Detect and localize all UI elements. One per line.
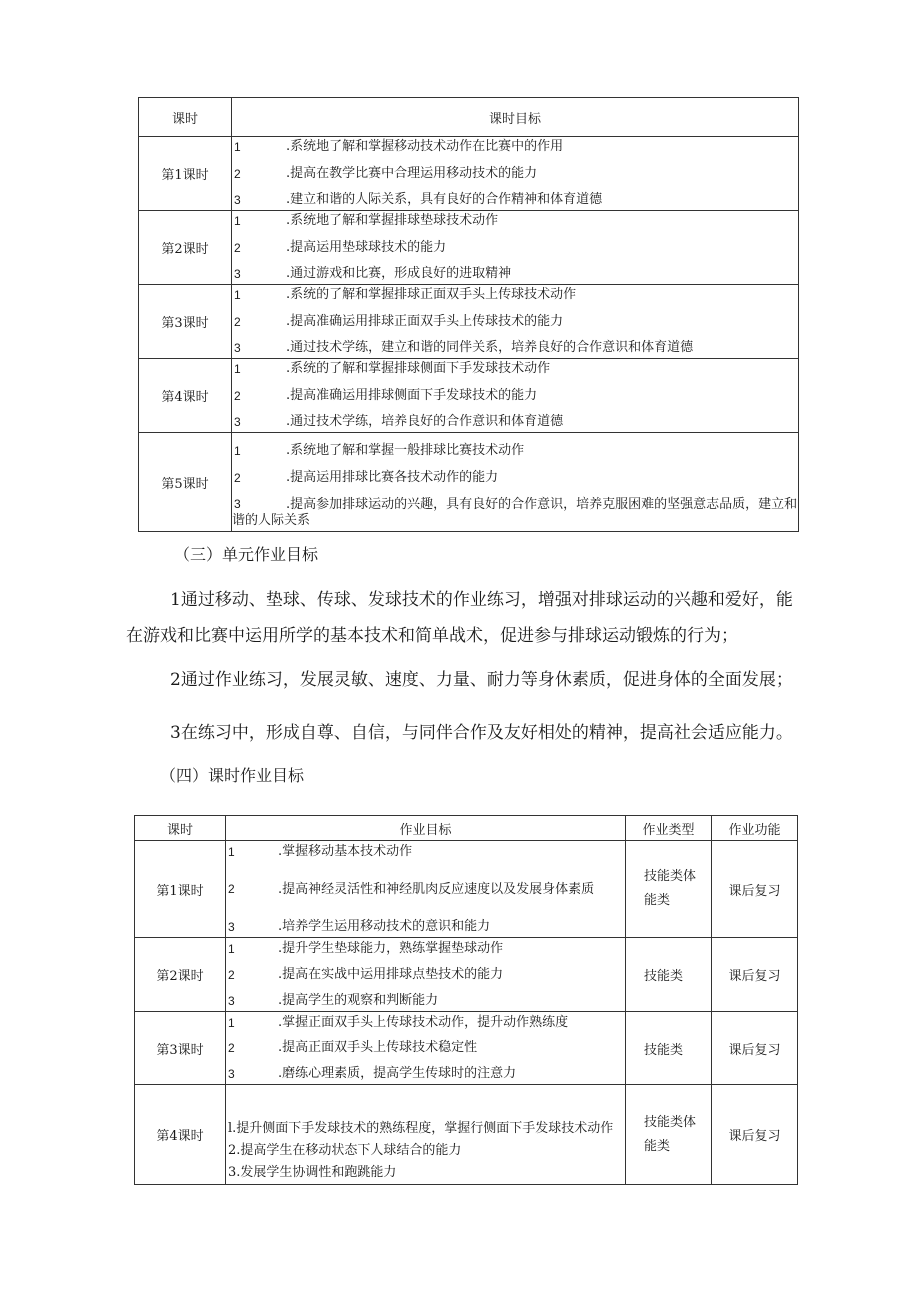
table2-type-2: 技能类 [626, 938, 712, 1012]
table1-lesson-2: 第2课时 [139, 211, 232, 285]
table2-function-4: 课后复习 [712, 1085, 798, 1185]
goal-line: 2 .提高在教学比赛中合理运用移动技术的能力 [234, 165, 538, 181]
table2-goals-2 [226, 938, 626, 1012]
table2-lesson-1: 第1课时 [135, 841, 226, 938]
table1-header-goals: 课时目标 [232, 98, 799, 137]
table2-type-1: 技能类体能类 [626, 841, 712, 938]
goal-line: 2 .提高准确运用排球正面双手头上传球技术的能力 [234, 313, 564, 329]
table2-function-3: 课后复习 [712, 1012, 798, 1085]
section3-paragraph-1: 1通过移动、垫球、传球、发球技术的作业练习，增强对排球运动的兴趣和爱好，能在游戏和比赛中运用所学的基本技术和简单战术，促进参与排球运动锻炼的行为； [126, 590, 793, 646]
section4-title: （四）课时作业目标 [160, 766, 305, 785]
table1-goals-4 [232, 359, 799, 433]
table1-lesson-1: 第1课时 [139, 137, 232, 211]
table2-goals-4 [226, 1085, 626, 1185]
table2-goals-3 [226, 1012, 626, 1085]
table2-type-3: 技能类 [626, 1012, 712, 1085]
goal-line: 1 .系统地了解和掌握移动技术动作在比赛中的作用 [234, 139, 564, 154]
section3-paragraph-2: 2通过作业练习，发展灵敏、速度、力量、耐力等身休素质，促进身体的全面发展； [170, 670, 793, 690]
table2-goals-1 [226, 841, 626, 938]
table2-function-1: 课后复习 [712, 841, 798, 938]
goal-line: 2 .提高运用排球比赛各技术动作的能力 [234, 469, 499, 485]
goal-line: 3.发展学生协调性和跑跳能力 [228, 1165, 397, 1180]
table1-goals-5 [232, 433, 799, 532]
goal-line: 1 .掌握移动基本技术动作 [228, 843, 413, 859]
table2-lesson-4: 第4课时 [135, 1085, 226, 1185]
goal-line: 2.提高学生在移动状态下人球结合的能力 [228, 1143, 462, 1158]
table2-header-lesson: 课时 [135, 816, 226, 841]
table2-lesson-2: 第2课时 [135, 938, 226, 1012]
goal-line: 3 .提高学生的观察和判断能力 [228, 992, 439, 1008]
table2-type-4: 技能类体能类 [626, 1085, 712, 1185]
table2-function-2: 课后复习 [712, 938, 798, 1012]
goal-line: 1 .系统地了解和掌握一般排球比赛技术动作 [234, 443, 525, 458]
table1-goals-1 [232, 137, 799, 211]
table1-lesson-3: 第3课时 [139, 285, 232, 359]
goal-line: 1 .系统的了解和掌握排球侧面下手发球技术动作 [234, 361, 551, 376]
goal-line: 1 .系统地了解和掌握排球垫球技术动作 [234, 213, 499, 228]
section3-title: （三）单元作业目标 [174, 545, 319, 564]
table1-lesson-5: 第5课时 [139, 433, 232, 532]
table1-goals-3 [232, 285, 799, 359]
goal-line: 1 .系统的了解和掌握排球正面双手头上传球技术动作 [234, 287, 577, 302]
goal-line: 3 .建立和谐的人际关系，具有良好的合作精神和体育道德 [234, 192, 603, 207]
table2-header-goals: 作业目标 [226, 816, 626, 841]
homework-goals-table [134, 815, 798, 1185]
table2-lesson-3: 第3课时 [135, 1012, 226, 1085]
table2-header-function: 作业功能 [712, 816, 798, 841]
table1-header-lesson: 课时 [139, 98, 232, 137]
goal-line: 2 .提高准确运用排球侧面下手发球技术的能力 [234, 387, 538, 403]
table2-header-type: 作业类型 [626, 816, 712, 841]
goal-line: 3 .通过技术学练，建立和谐的同伴关系，培养良好的合作意识和体育道德 [234, 340, 694, 355]
goal-line: 3 .提高参加排球运动的兴趣，具有良好的合作意识，培养克服困难的坚强意志品质，建立和谐的人际关系 [232, 497, 798, 528]
goal-line: 3 .通过游戏和比赛，形成良好的进取精神 [234, 266, 512, 281]
table1-lesson-4: 第4课时 [139, 359, 232, 433]
goal-line: 3 .通过技术学练，培养良好的合作意识和体育道德 [234, 414, 564, 429]
goal-line: 2 .提高在实战中运用排球点垫技术的能力 [228, 966, 504, 982]
lesson-goals-table [138, 97, 799, 532]
goal-line: 2 .提高神经灵活性和神经肌肉反应速度以及发展身体素质 [228, 881, 595, 897]
section3-paragraph-3: 3在练习中，形成自尊、自信，与同伴合作及友好相处的精神，提高社会适应能力。 [170, 723, 793, 743]
goal-line: 3 .磨练心理素质，提高学生传球时的注意力 [228, 1065, 517, 1081]
goal-line: 2 .提高运用垫球球技术的能力 [234, 239, 447, 255]
goal-line: 1 .提升学生垫球能力，熟练掌握垫球动作 [228, 940, 504, 956]
goal-line: 1 .掌握正面双手头上传球技术动作，提升动作熟练度 [228, 1014, 569, 1030]
table1-goals-2 [232, 211, 799, 285]
goal-line: 2 .提高正面双手头上传球技术稳定性 [228, 1040, 478, 1055]
goal-line: l.提升侧面下手发球技术的熟练程度，掌握行侧面下手发球技术动作 [228, 1121, 614, 1136]
goal-line: 3 .培养学生运用移动技术的意识和能力 [228, 918, 491, 934]
